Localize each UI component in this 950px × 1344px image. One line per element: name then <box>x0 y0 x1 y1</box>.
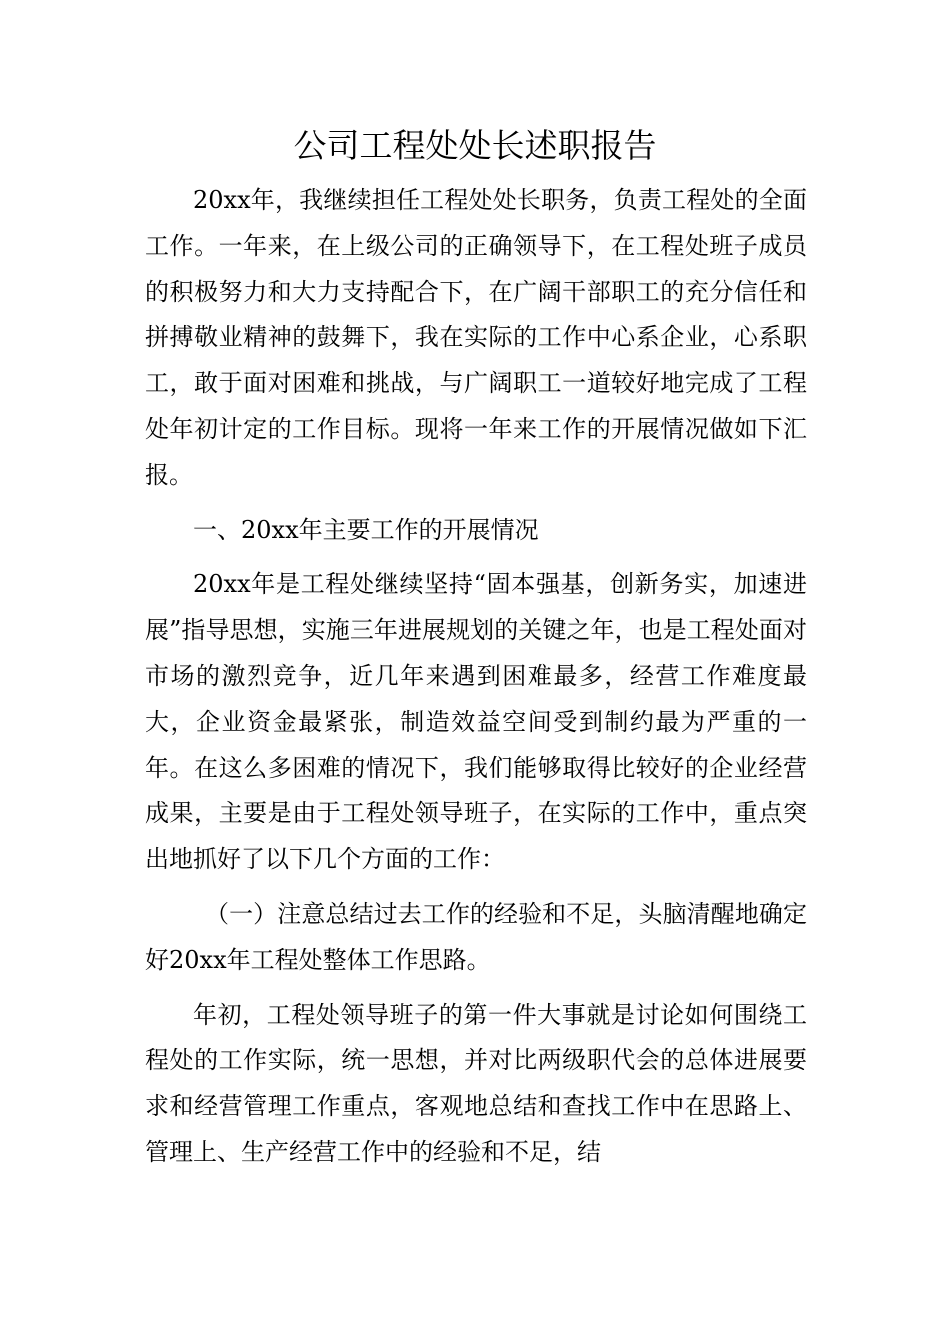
section-heading-1: 一、20xx年主要工作的开展情况 <box>193 515 539 544</box>
subsection-1-paragraph: 年初，工程处领导班子的第一件大事就是讨论如何围绕工程处的工作实际，统一思想，并对比两级职代会的总体进展要求和经营管理工作重点，客观地总结和查找工作中在思路上、管理上、生产经营工作中的经验和不足，结 <box>145 1000 807 1166</box>
document-body <box>145 178 807 1176</box>
intro-paragraph: 20xx年，我继续担任工程处处长职务，负责工程处的全面工作。一年来，在上级公司的正确领导下，在工程处班子成员的积极努力和大力支持配合下，在广阔干部职工的充分信任和拼搏敬业精神的鼓舞下，我在实际的工作中心系企业，心系职工，敢于面对困难和挑战，与广阔职工一道较好地完成了工程处年初计定的工作目标。现将一年来工作的开展情况做如下汇报。 <box>145 186 807 489</box>
section-1-paragraph: 20xx年是工程处继续坚持“固本强基，创新务实，加速进展”指导思想，实施三年进展规划的关键之年，也是工程处面对市场的激烈竞争，近几年来遇到困难最多，经营工作难度最大，企业资金最紧张，制造效益空间受到制约最为严重的一年。在这么多困难的情况下，我们能够取得比较好的企业经营成果，主要是由于工程处领导班子，在实际的工作中，重点突出地抓好了以下几个方面的工作： <box>145 570 807 874</box>
document-title: 公司工程处处长述职报告 <box>293 126 657 165</box>
subsection-heading-1: （一）注意总结过去工作的经验和不足，头脑清醒地确定好20xx年工程处整体工作思路。 <box>145 899 807 974</box>
